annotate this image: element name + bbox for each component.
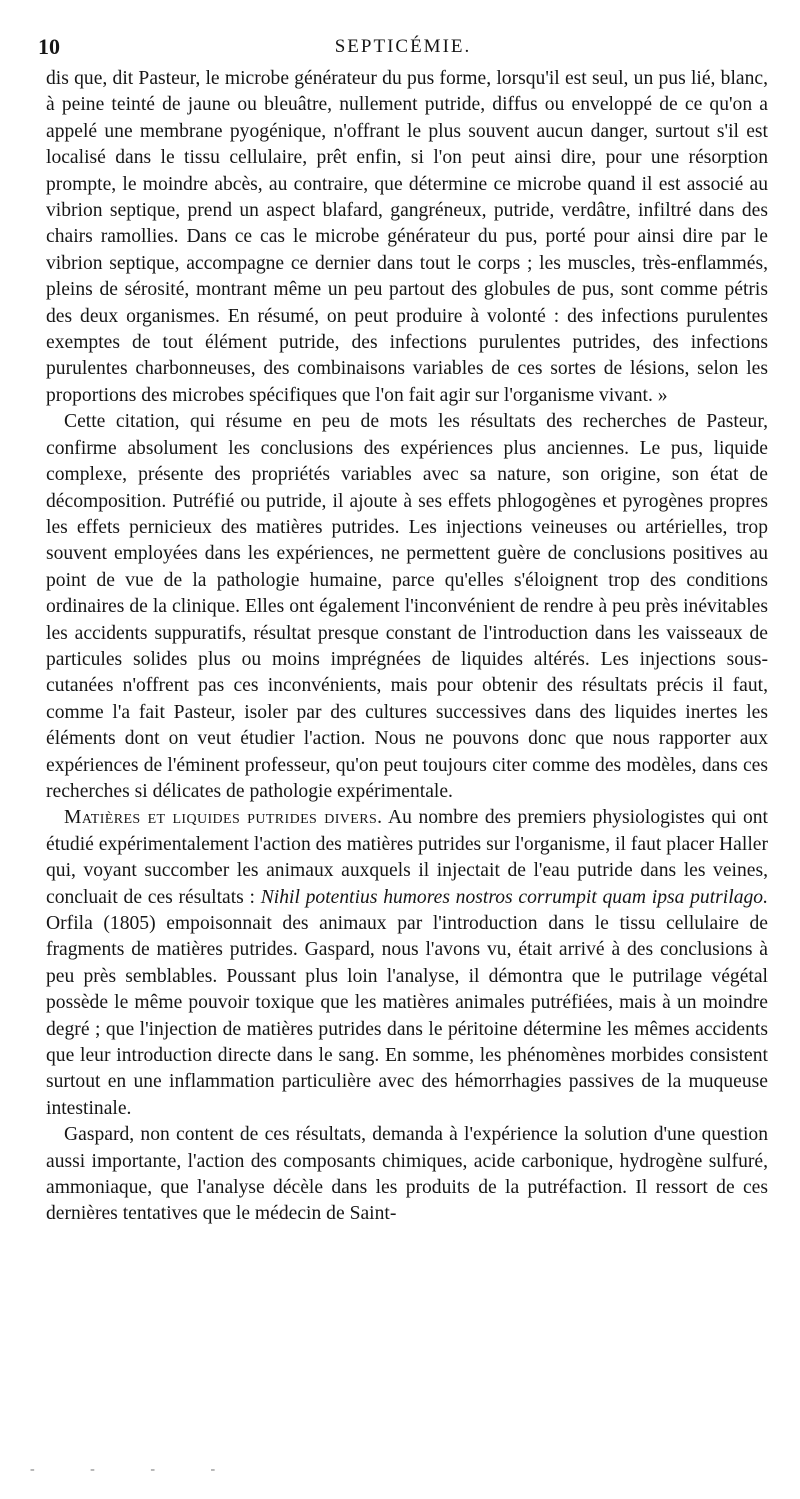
section-heading: Matières et liquides putrides divers.: [64, 807, 383, 829]
paragraph-text: Au nombre des premiers physiologistes qui ont étudié expérimentalement l'action des matières putrides sur l'organisme, il faut placer Haller qui, voyant succomber les animaux auxquels il injectait de l'eau putride dans les veines, concluait de ces résultats :: [46, 807, 768, 908]
latin-quote: Nihil potentius humores nostros corrumpit quam ipsa putrilago.: [260, 886, 768, 908]
footer-marks: - - - -: [30, 1462, 242, 1477]
paragraph-putrid-matters: [46, 805, 768, 1122]
running-title: SEPTICÉMIE.: [334, 36, 472, 57]
paragraph-quotation-end: dis que, dit Pasteur, le microbe générateur du pus forme, lorsqu'il est seul, un pus lié, blanc, à peine teinté de jaune ou bleuâtre, nullement putride, diffus ou enveloppé de ce qu'on a appelé une membrane pyogénique, n'offrant le plus souvent aucun danger, surtout s'il est localisé dans le tissu cellulaire, prêt enfin, si l'on peut ainsi dire, pour une résorption prompte, le moindre abcès, au contraire, que détermine ce microbe quand il est associé au vibrion septique, prend un aspect blafard, gangréneux, putride, verdâtre, infiltré dans des chairs ramollies. Dans ce cas le microbe générateur du pus, porté pour ainsi dire par le vibrion septique, accompagne ce dernier dans tout le corps ; les muscles, très-enflammés, pleins de sérosité, montrant même un peu partout des globules de pus, sont comme pétris des deux organismes. En résumé, on peut produire à volonté : des infections purulentes exemptes de tout élément putride, des infections purulentes putrides, des infections purulentes charbonneuses, des combinaisons variables de ces sortes de lésions, selon les proportions des microbes spécifiques que l'on fait agir sur l'organisme vivant. »: [46, 68, 768, 406]
body-text: [46, 66, 768, 1228]
page-header: [38, 34, 768, 60]
paragraph-citation-summary: Cette citation, qui résume en peu de mots les résultats des recherches de Pasteur, confirme absolument les conclusions des expériences plus anciennes. Le pus, liquide complexe, présente des propriétés variables avec sa nature, son origine, son état de décomposition. Putréfié ou putride, il ajoute à ses effets phlogogènes et pyrogènes propres les effets pernicieux des matières putrides. Les injections veineuses ou artérielles, trop souvent employées dans les expériences, ne permettent guère de conclusions positives au point de vue de la pathologie humaine, parce qu'elles s'éloignent trop des conditions ordinaires de la clinique. Elles ont également l'inconvénient de rendre à peu près inévitables les accidents suppuratifs, résultat presque constant de l'introduction dans les vaisseaux de particules solides plus ou moins imprégnées de liquides altérés. Les injections sous-cutanées n'offrent pas ces inconvénients, mais pour obtenir des résultats précis il faut, comme l'a fait Pasteur, isoler par des cultures successives dans des liquides inertes les éléments dont on veut étudier l'action. Nous ne pouvons donc que nous rapporter aux expériences de l'éminent professeur, qu'on peut toujours citer comme des modèles, dans ces recherches si délicates de pathologie expérimentale.: [46, 411, 768, 802]
paragraph-gaspard: Gaspard, non content de ces résultats, demanda à l'expérience la solution d'une question aussi importante, l'action des composants chimiques, acide carbonique, hydrogène sulfuré, ammoniaque, que l'analyse décèle dans les produits de la putréfaction. Il ressort de ces dernières tentatives que le médecin de Saint-: [46, 1124, 768, 1225]
paragraph-text: Orfila (1805) empoisonnait des animaux par l'introduction dans le tissu cellulaire de fragments de matières putrides. Gaspard, nous l'avons vu, était arrivé à des conclusions à peu près semblables. Poussant plus loin l'analyse, il démontra que le putrilage végétal possède le même pouvoir toxique que les matières animales putréfiées, mais à un moindre degré ; que l'injection de matières putrides dans le péritoine détermine les mêmes accidents que leur introduction directe dans le sang. En somme, les phénomènes morbides consistent surtout en une inflammation particulière avec des hémorrhagies passives de la muqueuse intestinale.: [46, 913, 768, 1119]
page-number: 10: [38, 34, 60, 59]
